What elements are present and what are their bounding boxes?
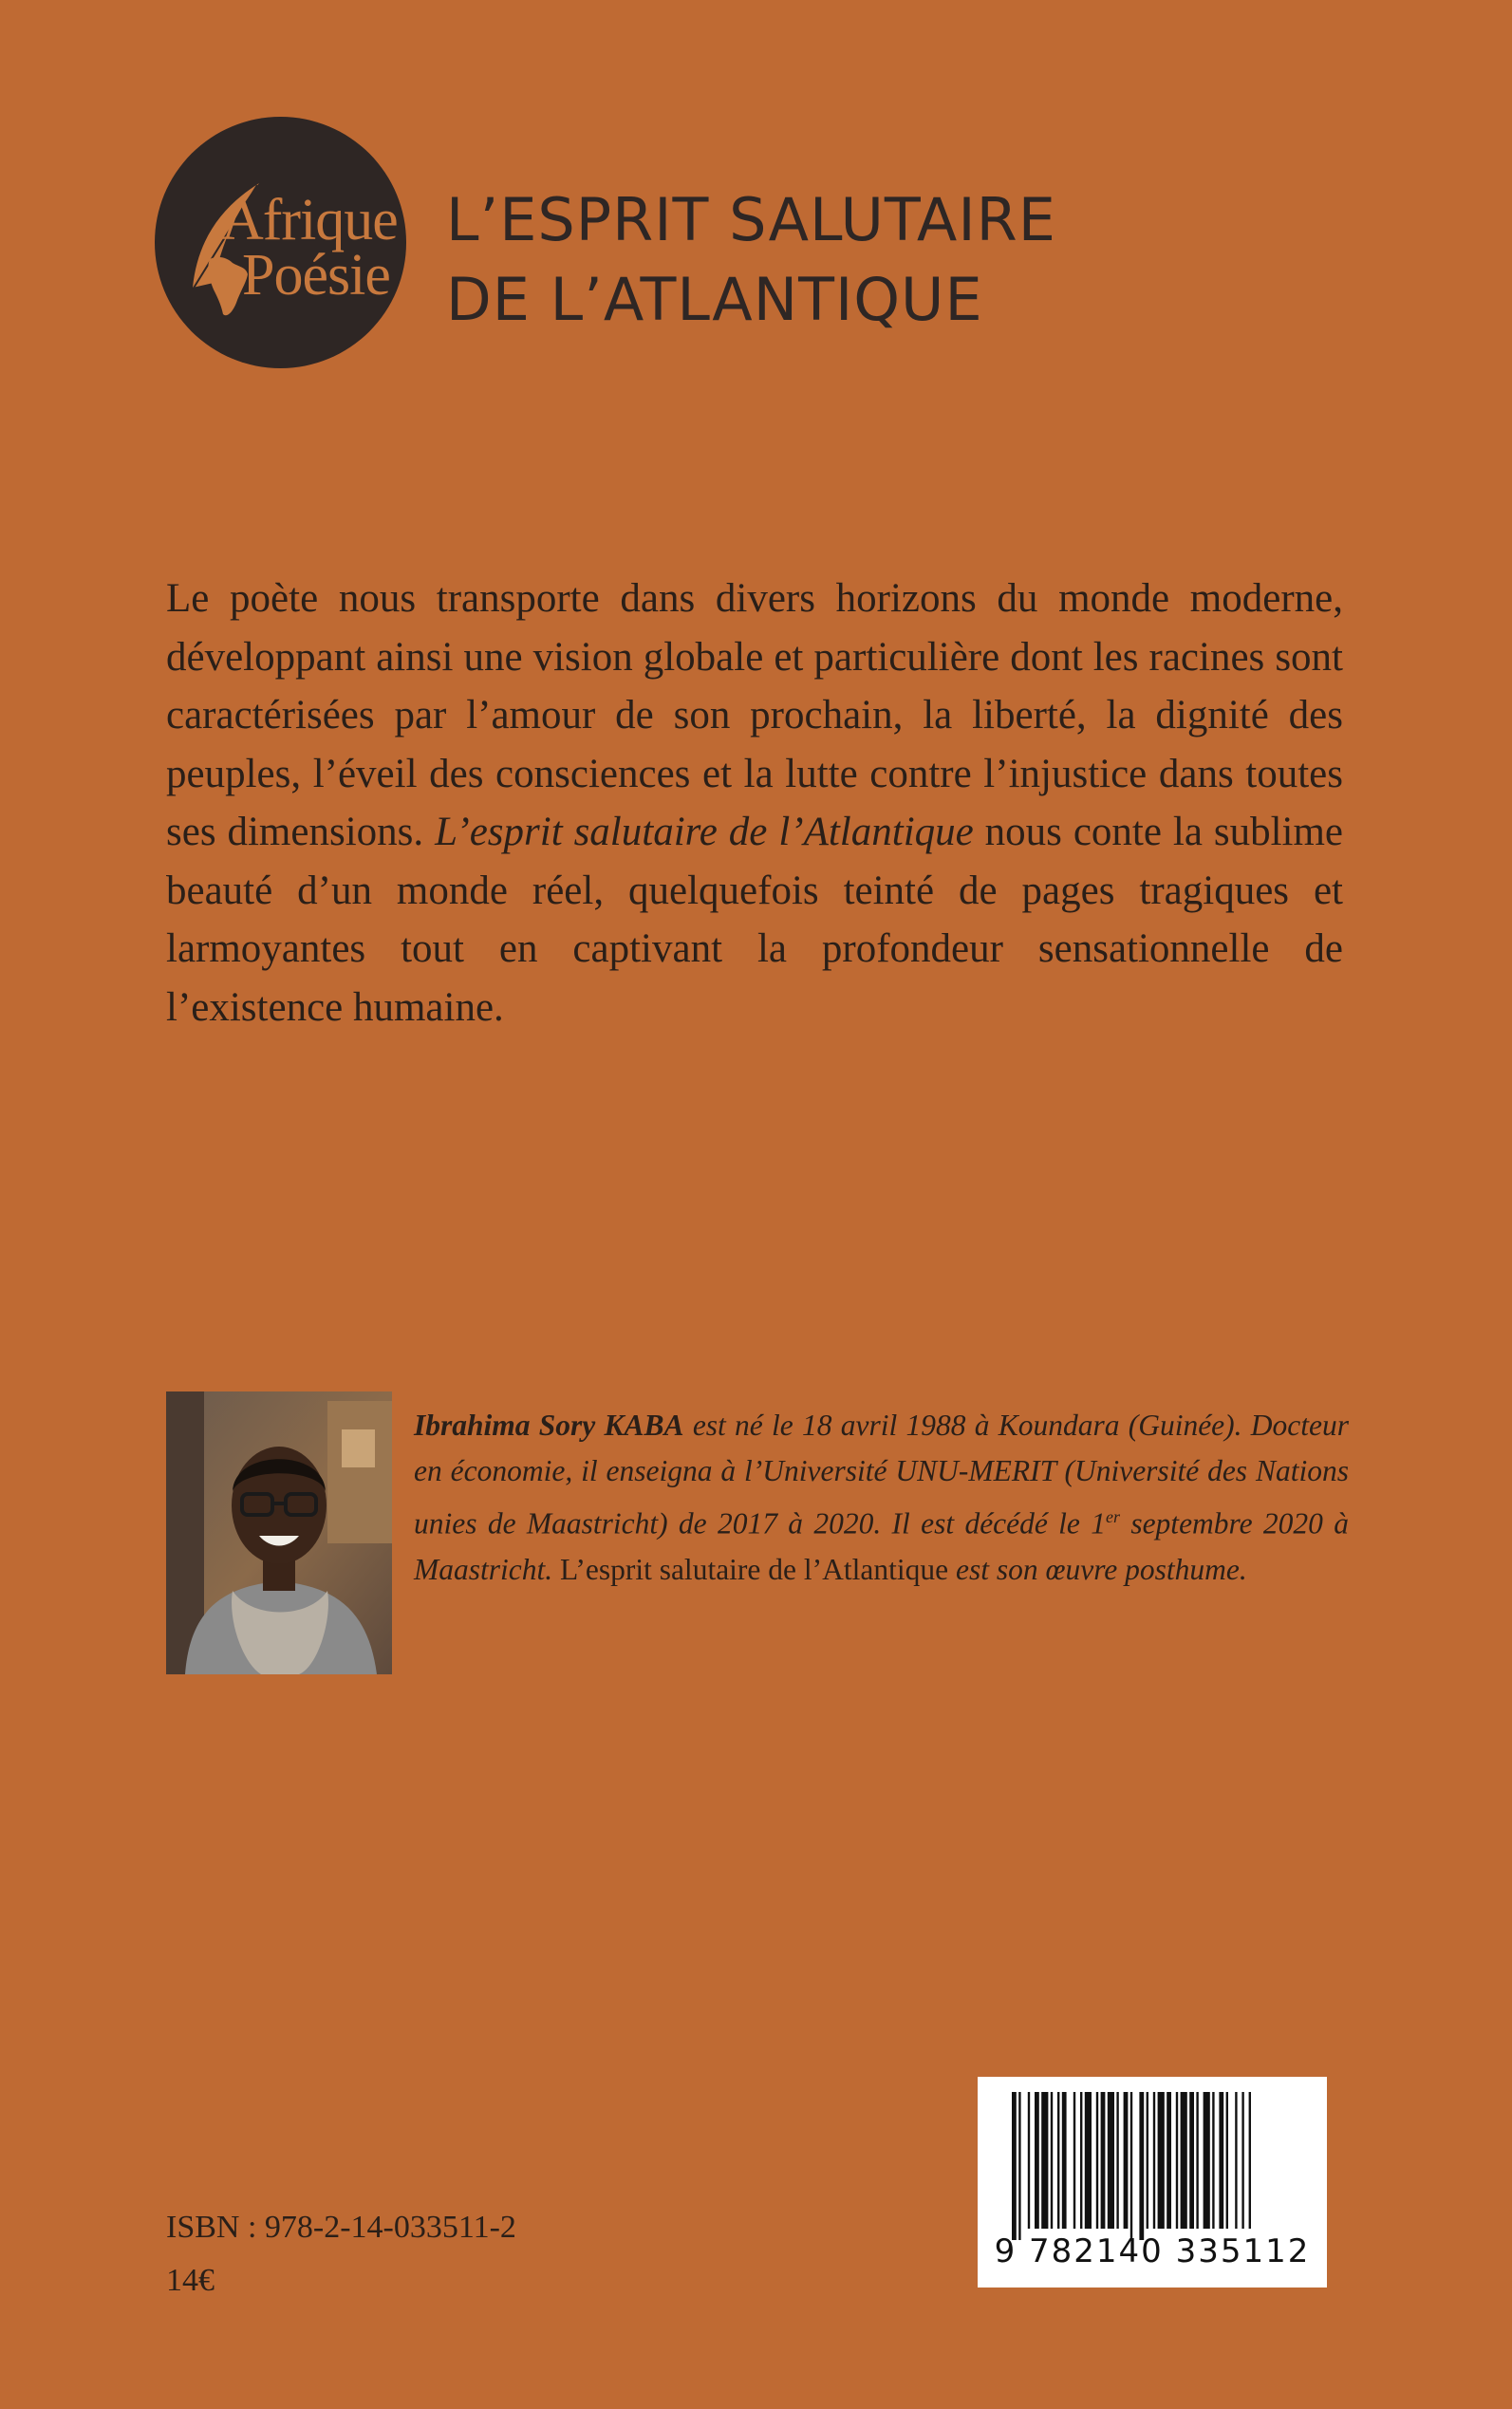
barcode-bar <box>1235 2092 1237 2229</box>
barcode-bar <box>1028 2092 1030 2229</box>
author-name: Ibrahima Sory KABA <box>414 1409 684 1442</box>
title-line-1: L’ESPRIT SALUTAIRE <box>446 185 1056 254</box>
barcode-bar <box>1080 2092 1082 2229</box>
barcode-bar <box>1130 2092 1132 2240</box>
publisher-logo <box>155 117 406 368</box>
barcode-bar <box>1085 2092 1092 2229</box>
barcode-digits: 9 782140 335112 <box>994 2232 1311 2270</box>
blurb-text-1: Le poète nous transporte dans divers horizons du monde moderne, développant ainsi une vision globale et particulière dont les racines sont caractérisées par l’amour de son prochain, la liberté, la dignité des peuples, l’éveil des consciences et la lutte contre l’injustice dans toutes ses dimensions. <box>166 576 1343 854</box>
blurb-text-2: nous conte la sublime beauté d’un monde réel, quelquefois teinté de pages tragiques et larmoyantes tout en captivant la profondeur sensationnelle de l’existence humaine. <box>166 810 1344 1030</box>
bio-book-title: L’esprit salutaire de l’Atlantique <box>552 1552 956 1586</box>
back-cover-blurb <box>166 570 1343 1036</box>
barcode-bar <box>1057 2092 1059 2229</box>
title-line-2: DE L’ATLANTIQUE <box>446 265 983 334</box>
logo-word-poesie: Poésie <box>242 243 390 308</box>
barcode-bar <box>1139 2092 1144 2240</box>
bio-text-1: est né le 18 avril 1988 à Koundara (Guinée). Docteur en économie, il enseigna à l’Université UNU-MERIT (Université des Nations unies de Maastricht) de 2017 à 2020. Il est décédé le 1 <box>414 1409 1349 1541</box>
barcode-bar <box>1153 2092 1155 2229</box>
blurb-paragraph <box>166 570 1343 1036</box>
blurb-book-title: L’esprit salutaire de l’Atlantique <box>435 810 974 854</box>
barcode-bar <box>1147 2092 1148 2229</box>
barcode-bar <box>1226 2092 1228 2229</box>
barcode-bar <box>1108 2092 1114 2229</box>
barcode-bar <box>1196 2092 1198 2229</box>
barcode-bar <box>1124 2092 1129 2229</box>
barcode-bar <box>1073 2092 1075 2229</box>
barcode-bar <box>1096 2092 1098 2229</box>
barcode-bar <box>1041 2092 1048 2229</box>
barcode-bar <box>1012 2092 1017 2240</box>
barcode-bar <box>1241 2092 1243 2229</box>
barcode-bar <box>1101 2092 1106 2229</box>
barcode-bar <box>1181 2092 1187 2229</box>
barcode-bar <box>1212 2092 1214 2229</box>
barcode-bar <box>1051 2092 1053 2229</box>
barcode <box>978 2077 1327 2288</box>
price: 14€ <box>166 2263 215 2298</box>
barcode-bar <box>1062 2092 1067 2229</box>
book-title <box>446 180 1056 340</box>
author-photo <box>166 1391 392 1674</box>
bio-text-3: est son œuvre posthume. <box>955 1552 1247 1586</box>
barcode-bar <box>1249 2092 1251 2229</box>
author-bio <box>414 1403 1349 1593</box>
bio-superscript: er <box>1106 1507 1120 1526</box>
barcode-bar <box>1189 2092 1194 2229</box>
barcode-bar <box>1176 2092 1178 2229</box>
barcode-bar <box>1116 2092 1118 2229</box>
isbn: ISBN : 978-2-14-033511-2 <box>166 2210 516 2245</box>
barcode-bar <box>1219 2092 1223 2229</box>
barcode-bar <box>1167 2092 1171 2229</box>
logo-word-afrique: Afrique <box>221 188 398 252</box>
barcode-bar <box>1018 2092 1020 2240</box>
barcode-bar <box>1158 2092 1165 2229</box>
bio-text-2: septembre 2020 à Maastricht. <box>414 1506 1350 1586</box>
barcode-bar <box>1204 2092 1210 2229</box>
barcode-bar <box>1035 2092 1039 2229</box>
